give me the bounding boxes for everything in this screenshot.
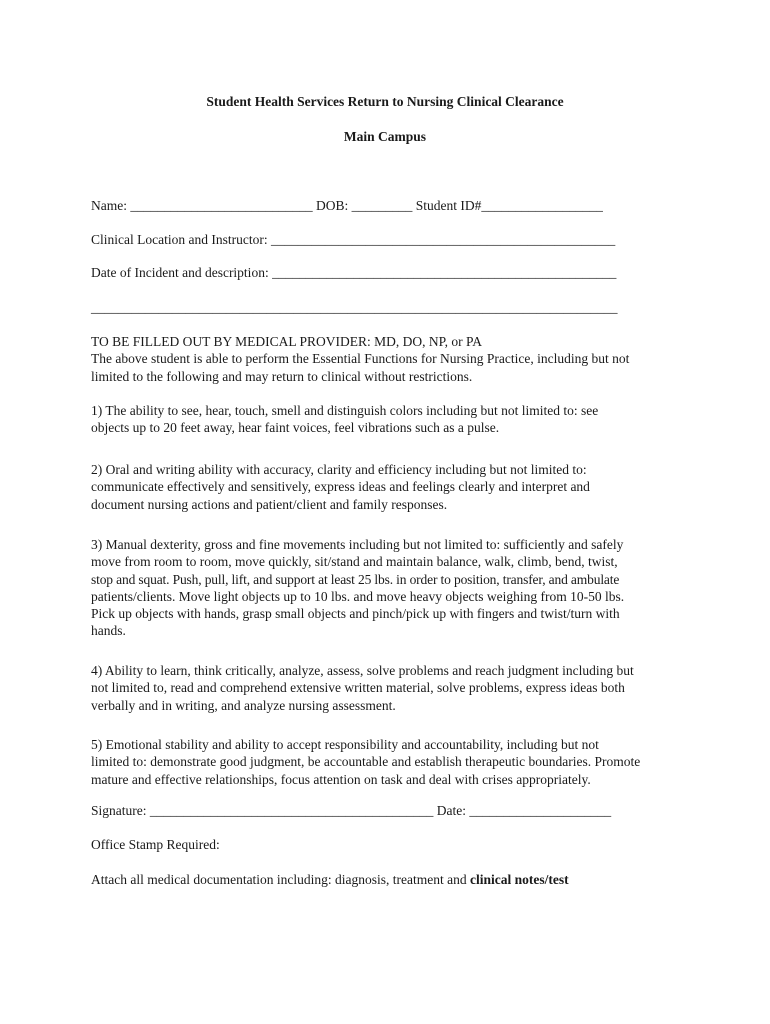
function-line: mature and effective relationships, focus attention on task and deal with crises appropriately. [91,771,591,787]
provider-heading: TO BE FILLED OUT BY MEDICAL PROVIDER: MD, DO, NP, or PA [91,334,483,349]
function-line: objects up to 20 feet away, hear faint voices, feel vibrations such as a pulse. [91,420,500,436]
name-dob-id-line: Name: ___________________________ DOB: _________ Student ID#__________________ [91,198,603,213]
office-stamp-label: Office Stamp Required: [91,837,220,852]
function-line: verbally and in writing, and analyze nursing assessment. [91,697,396,713]
function-line: not limited to, read and comprehend extensive written material, solve problems, express ideas both [91,680,625,696]
form-title: Student Health Services Return to Nursing Clinical Clearance [206,94,564,109]
function-line: 4) Ability to learn, think critically, analyze, assess, solve problems and reach judgment including but [91,663,634,678]
function-line: hands. [91,623,126,639]
function-line: stop and squat. Push, pull, lift, and support at least 25 lbs. in order to position, transfer, and ambulate [91,571,620,587]
function-line: patients/clients. Move light objects up to 10 lbs. and move heavy objects weighing from 10-50 lbs. [91,588,625,604]
attach-text: Attach all medical documentation including: diagnosis, treatment and [91,872,471,887]
blank-description-line: ______________________________________________________________________________ [91,300,618,315]
function-line: document nursing actions and patient/client and family responses. [91,496,448,512]
function-4 [91,662,691,714]
incident-description-line: Date of Incident and description: ___________________________________________________ [91,265,617,280]
function-2 [91,461,691,513]
clinical-location-line: Clinical Location and Instructor: ___________________________________________________ [91,232,616,247]
function-line: 3) Manual dexterity, gross and fine movements including but not limited to: sufficiently and safely [91,537,624,552]
function-line: 1) The ability to see, hear, touch, smell and distinguish colors including but not limited to: see [91,403,599,418]
attach-bold-text: clinical notes/test [470,872,569,887]
provider-section [91,333,691,385]
function-3 [91,536,691,640]
function-line: limited to: demonstrate good judgment, be accountable and establish therapeutic boundaries. Promote [91,754,641,770]
function-line: move from room to room, move quickly, sit/stand and maintain balance, walk, climb, bend, twist, [91,554,618,570]
function-line: 2) Oral and writing ability with accuracy, clarity and efficiency including but not limited to: [91,462,587,477]
signature-date-line: Signature: __________________________________________ Date: _____________________ [91,803,612,818]
provider-intro-line: limited to the following and may return to clinical without restrictions. [91,368,473,384]
function-5 [91,736,691,788]
provider-intro-line: The above student is able to perform the Essential Functions for Nursing Practice, including but not [91,351,630,367]
function-line: Pick up objects with hands, grasp small objects and pinch/pick up with fingers and twist/turn with [91,606,620,622]
form-subtitle: Main Campus [343,129,427,144]
function-1 [91,402,691,437]
attach-documentation-line [91,872,569,888]
function-line: communicate effectively and sensitively, express ideas and feelings clearly and interpret and [91,479,590,495]
function-line: 5) Emotional stability and ability to accept responsibility and accountability, including but not [91,737,599,752]
